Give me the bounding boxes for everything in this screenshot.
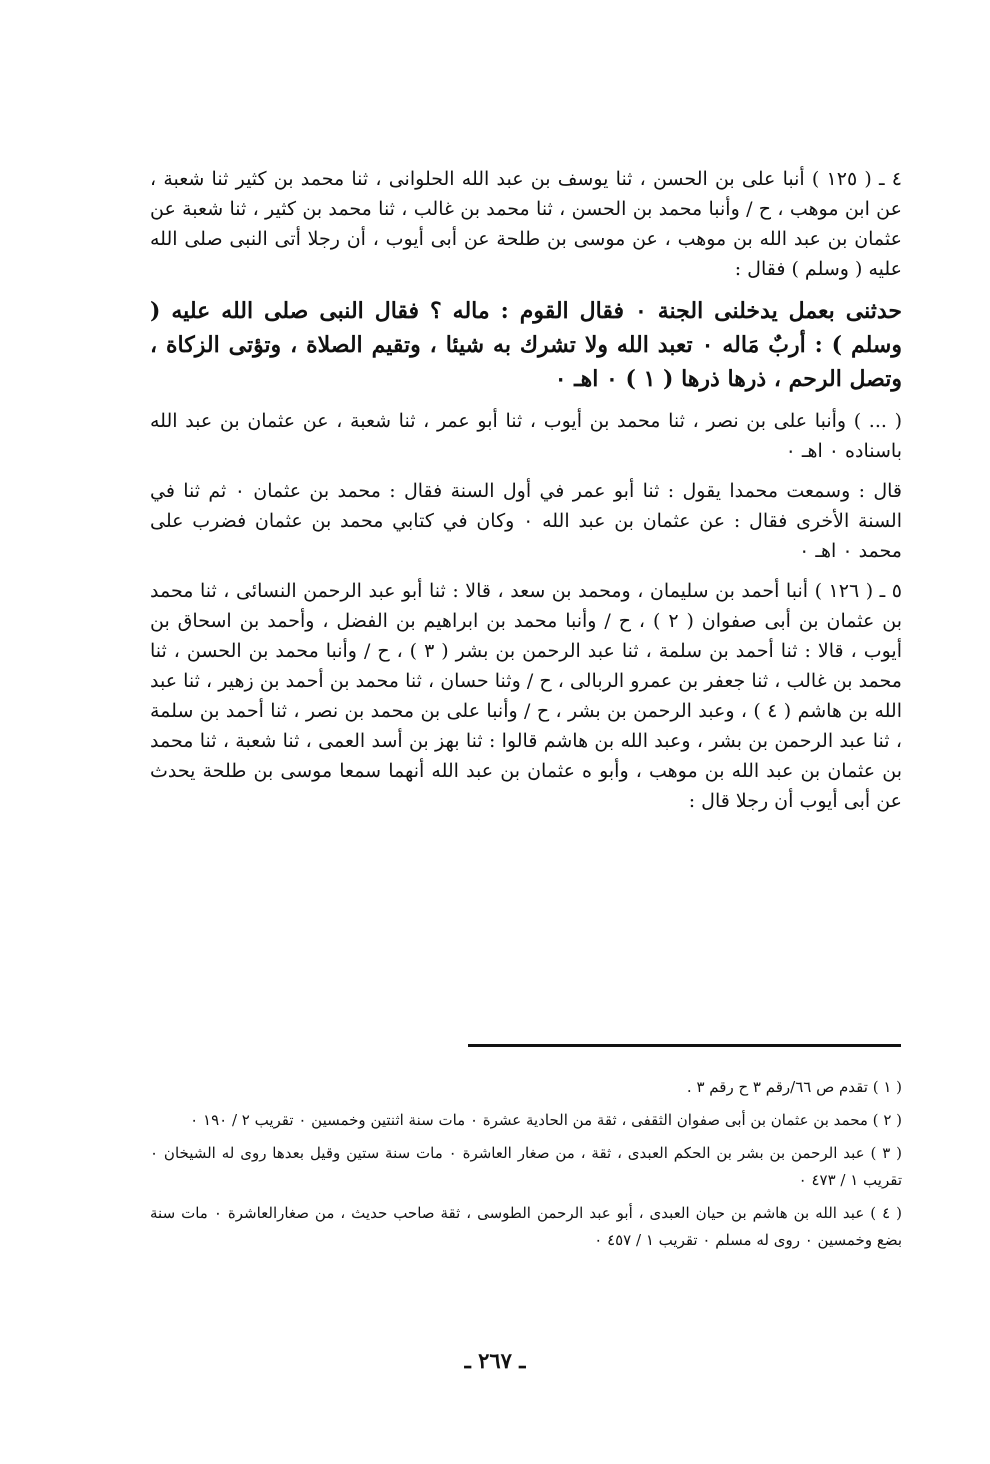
page-number: ـ ٢٦٧ ـ bbox=[464, 1348, 526, 1373]
paragraph-narrator-comment: قال : وسمعت محمدا يقول : ثنا أبو عمر في أول السنة فقال : محمد بن عثمان ٠ ثم ثنا في السنة الأخرى فقال : عن عثمان بن عبد الله ٠ وكان في كتابي محمد بن عثمان فضرب على محمد ٠ اهـ ٠ bbox=[150, 480, 902, 562]
footnote-2: ( ٢ ) محمد بن عثمان بن أبى صفوان الثقفى ، ثقة من الحادية عشرة ٠ مات سنة اثنتين وخمسين ٠ تقريب ٢ / ١٩٠ ٠ bbox=[190, 1111, 902, 1129]
footnote-3: ( ٣ ) عبد الرحمن بن بشر بن الحكم العبدى ، ثقة ، من صغار العاشرة ٠ مات سنة ستين وقيل بعدها روى له الشيخان ٠ تقريب ١ / ٤٧٣ ٠ bbox=[150, 1144, 902, 1189]
footnote-4: ( ٤ ) عبد الله بن هاشم بن حيان العبدى ، أبو عبد الرحمن الطوسى ، ثقة صاحب حديث ، من صغارالعاشرة ٠ مات سنة بضع وخمسين ٠ روى له مسلم ٠ تقريب ١ / ٤٥٧ ٠ bbox=[150, 1204, 903, 1249]
hadith-matn: حدثنى بعمل يدخلنى الجنة ٠ فقال القوم : ماله ؟ فقال النبى صلى الله عليه ( وسلم ) : أربٌ مَاله ٠ تعبد الله ولا تشرك به شيئا ، وتقيم الصلاة ، وتؤتى الزكاة ، وتصل الرحم ، ذرها ذرها ( ١ ) ٠ اهـ ٠ bbox=[150, 298, 902, 392]
footnote-1: ( ١ ) تقدم ص ٦٦/رقم ٣ ح رقم ٣ . bbox=[686, 1078, 902, 1096]
footnote-divider bbox=[468, 1044, 901, 1047]
footnotes bbox=[150, 1074, 902, 1260]
paragraph-alternate-isnad: ( ... ) وأنبا على بن نصر ، ثنا محمد بن أيوب ، ثنا أبو عمر ، ثنا شعبة ، عن عثمان بن عبد الله باسناده ٠ اهـ ٠ bbox=[150, 410, 902, 462]
paragraph-hadith-125-isnad: ٤ ـ ( ١٢٥ ) أنبا على بن الحسن ، ثنا يوسف بن عبد الله الحلوانى ، ثنا محمد بن كثير ثنا شعبة ، عن ابن موهب ، ح / وأنبا محمد بن الحسن ، ثنا محمد بن غالب ، ثنا محمد بن كثير ، ثنا شعبة عن عثمان بن عبد الله بن موهب ، عن موسى بن طلحة عن أبى أيوب ، أن رجلا أتى النبى صلى الله عليه ( وسلم ) فقال : bbox=[150, 168, 902, 280]
main-text bbox=[150, 164, 902, 826]
paragraph-hadith-126-isnad: ٥ ـ ( ١٢٦ ) أنبا أحمد بن سليمان ، ومحمد بن سعد ، قالا : ثنا أبو عبد الرحمن النسائى ، ثنا محمد بن عثمان بن أبى صفوان ( ٢ ) ، ح / وأنبا محمد بن ابراهيم بن الفضل ، وأحمد بن اسحاق بن أيوب ، قالا : ثنا أحمد بن سلمة ، ثنا عبد الرحمن بن بشر ( ٣ ) ، ح / وأنبا محمد بن الحسن ، ثنا محمد بن غالب ، ثنا جعفر بن عمرو الربالى ، ح / وثنا حسان ، ثنا محمد بن أحمد بن زهير ، ثنا عبد الله بن هاشم ( ٤ ) ، وعبد الرحمن بن بشر ، ح / وأنبا على بن محمد بن نصر ، ثنا أحمد بن سلمة ، ثنا عبد الرحمن بن بشر ، وعبد الله بن هاشم قالوا : ثنا بهز بن أسد العمى ، ثنا شعبة ، ثنا محمد بن عثمان بن عبد الله بن موهب ، وأبو ه عثمان بن عبد الله أنهما سمعا موسى بن طلحة يحدث عن أبى أيوب أن رجلا قال : bbox=[150, 580, 902, 812]
